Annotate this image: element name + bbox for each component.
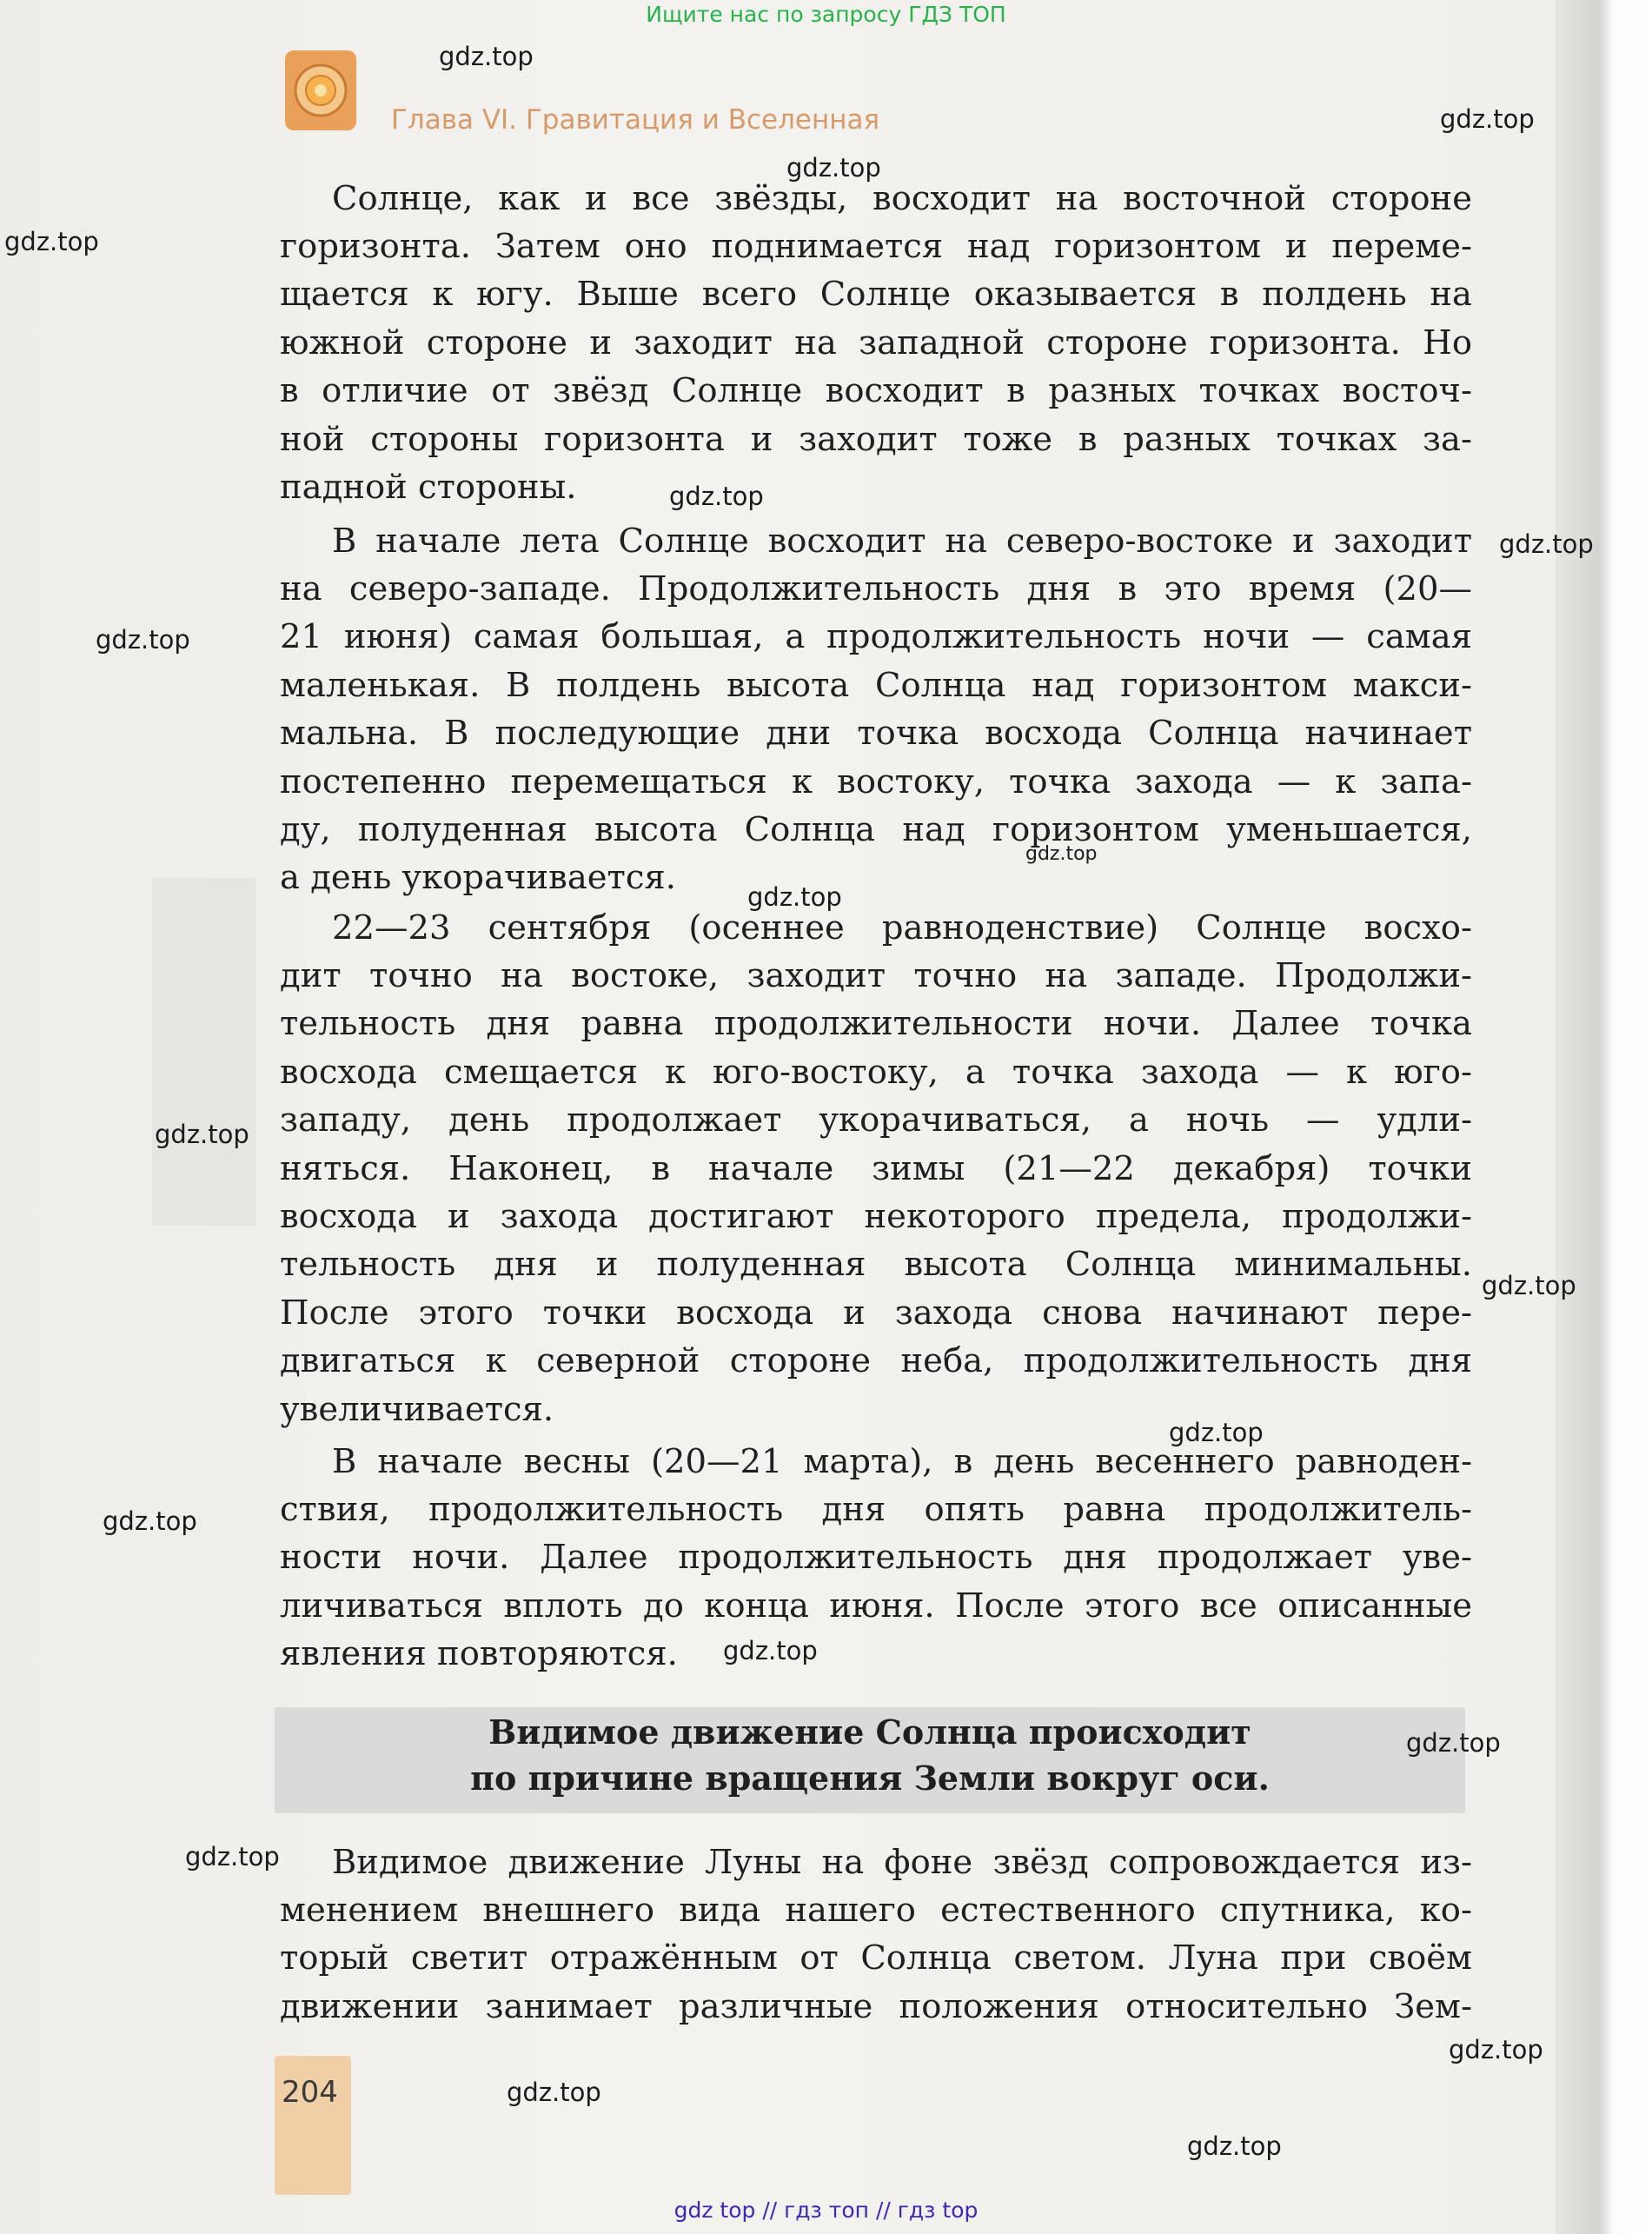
watermark: gdz.top xyxy=(1169,1418,1264,1447)
watermark: gdz.top xyxy=(669,482,764,511)
text-line: щается к югу. Выше всего Солнце оказывается в полдень на xyxy=(280,275,1472,315)
watermark: gdz.top xyxy=(507,2078,601,2107)
text-line: восхода смещается к юго-востоку, а точка захода — к юго- xyxy=(280,1052,1472,1092)
page-edge xyxy=(1556,0,1652,2234)
watermark: gdz.top xyxy=(1440,104,1535,134)
text-line: торый светит отражённым от Солнца светом. Луна при своём xyxy=(280,1938,1472,1978)
text-line: личиваться вплоть до конца июня. После этого все описанные xyxy=(280,1586,1472,1626)
text-line: В начале весны (20—21 марта), в день весеннего равноден- xyxy=(332,1442,1472,1481)
top-banner[interactable]: Ищите нас по запросу ГДЗ ТОП xyxy=(646,2,1006,27)
text-line: горизонта. Затем оно поднимается над горизонтом и переме- xyxy=(280,227,1472,266)
paragraph-5-body xyxy=(280,1886,1472,2031)
text-line: мальна. В последующие дни точка восхода Солнца начинает xyxy=(280,714,1472,754)
text-line: двигаться к северной стороне неба, продолжительность дня xyxy=(280,1341,1472,1381)
text-line: ствия, продолжительность дня опять равна продолжитель- xyxy=(280,1490,1472,1529)
paragraph-4 xyxy=(280,1438,1472,1486)
paragraph-2-body xyxy=(280,565,1472,854)
paragraph-4-body xyxy=(280,1486,1472,1630)
page-number-tab xyxy=(275,2056,351,2195)
paragraph-1-end xyxy=(280,463,1472,511)
watermark: gdz.top xyxy=(1406,1728,1501,1758)
text-line: тельность дня равна продолжительности ночи. Далее точка xyxy=(280,1004,1472,1044)
bottom-banner[interactable]: gdz top // гдз топ // гдз top xyxy=(673,2197,979,2223)
watermark: gdz.top xyxy=(103,1506,197,1536)
watermark: gdz.top xyxy=(1449,2035,1543,2064)
text-line: ной стороны горизонта и заходит тоже в разных точках за- xyxy=(280,419,1472,459)
watermark: gdz.top xyxy=(1499,529,1594,559)
text-line: 21 июня) самая большая, а продолжительность ночи — самая xyxy=(280,617,1472,657)
watermark: gdz.top xyxy=(155,1120,249,1149)
text-line: ности ночи. Далее продолжительность дня продолжает уве- xyxy=(280,1538,1472,1578)
highlight-line: Видимое движение Солнца происходит xyxy=(488,1712,1251,1752)
text-line: ду, полуденная высота Солнца над горизонтом уменьшается, xyxy=(280,810,1472,850)
text-line: менением внешнего вида нашего естественного спутника, ко- xyxy=(280,1891,1472,1930)
paragraph-5 xyxy=(280,1838,1472,1886)
paragraph-3 xyxy=(280,904,1472,952)
highlight-rule xyxy=(275,1709,1465,1801)
text-line: постепенно перемещаться к востоку, точка захода — к запа- xyxy=(280,761,1472,801)
watermark: gdz.top xyxy=(439,42,534,71)
text-line: 22—23 сентября (осеннее равноденствие) Солнце восхо- xyxy=(332,908,1472,947)
bleed-through-figure xyxy=(152,878,256,1226)
text-line: западу, день продолжает укорачиваться, а ночь — удли- xyxy=(280,1100,1472,1140)
text-line: дит точно на востоке, заходит точно на западе. Продолжи- xyxy=(280,956,1472,995)
text-line: тельность дня и полуденная высота Солнца минимальны. xyxy=(280,1245,1472,1285)
text-line: Видимое движение Луны на фоне звёзд сопровождается из- xyxy=(332,1843,1472,1882)
text-line: движении занимает различные положения относительно Зем- xyxy=(280,1986,1472,2026)
watermark: gdz.top xyxy=(4,227,99,256)
text-line: на северо-западе. Продолжительность дня в это время (20— xyxy=(280,569,1472,608)
watermark: gdz.top xyxy=(1025,843,1098,865)
text-line: маленькая. В полдень высота Солнца над горизонтом макси- xyxy=(280,665,1472,705)
text-line: падной стороны. xyxy=(280,468,577,507)
watermark: gdz.top xyxy=(747,882,842,912)
text-line: в отличие от звёзд Солнце восходит в разных точках восточ- xyxy=(280,371,1472,411)
text-line: После этого точки восхода и захода снова начинают пере- xyxy=(280,1293,1472,1333)
text-line: увеличивается. xyxy=(280,1390,554,1429)
text-line: явления повторяются. xyxy=(280,1634,678,1673)
text-line: а день укорачивается. xyxy=(280,858,676,897)
watermark: gdz.top xyxy=(723,1636,818,1666)
watermark: gdz.top xyxy=(185,1842,280,1872)
paragraph-4-end xyxy=(280,1630,1472,1678)
text-line: В начале лета Солнце восходит на северо-востоке и заходит xyxy=(332,522,1472,561)
page-number: 204 xyxy=(282,2075,338,2110)
watermark: gdz.top xyxy=(786,153,881,183)
chapter-title: Глава VI. Гравитация и Вселенная xyxy=(391,104,880,136)
watermark: gdz.top xyxy=(1482,1271,1576,1300)
text-line: няться. Наконец, в начале зимы (21—22 декабря) точки xyxy=(280,1148,1472,1188)
watermark: gdz.top xyxy=(1187,2131,1282,2161)
paragraph-3-end xyxy=(280,1386,1472,1433)
paragraph-2-end xyxy=(280,854,1472,901)
text-line: восхода и захода достигают некоторого предела, продолжи- xyxy=(280,1197,1472,1237)
text-line: южной стороне и заходит на западной стороне горизонта. Но xyxy=(280,322,1472,362)
text-line: Солнце, как и все звёзды, восходит на восточной стороне xyxy=(332,179,1472,218)
sun-icon xyxy=(285,50,356,130)
highlight-line: по причине вращения Земли вокруг оси. xyxy=(470,1759,1270,1798)
watermark: gdz.top xyxy=(96,625,190,655)
paragraph-2 xyxy=(280,517,1472,565)
paragraph-1-body xyxy=(280,223,1472,463)
paragraph-3-body xyxy=(280,952,1472,1386)
